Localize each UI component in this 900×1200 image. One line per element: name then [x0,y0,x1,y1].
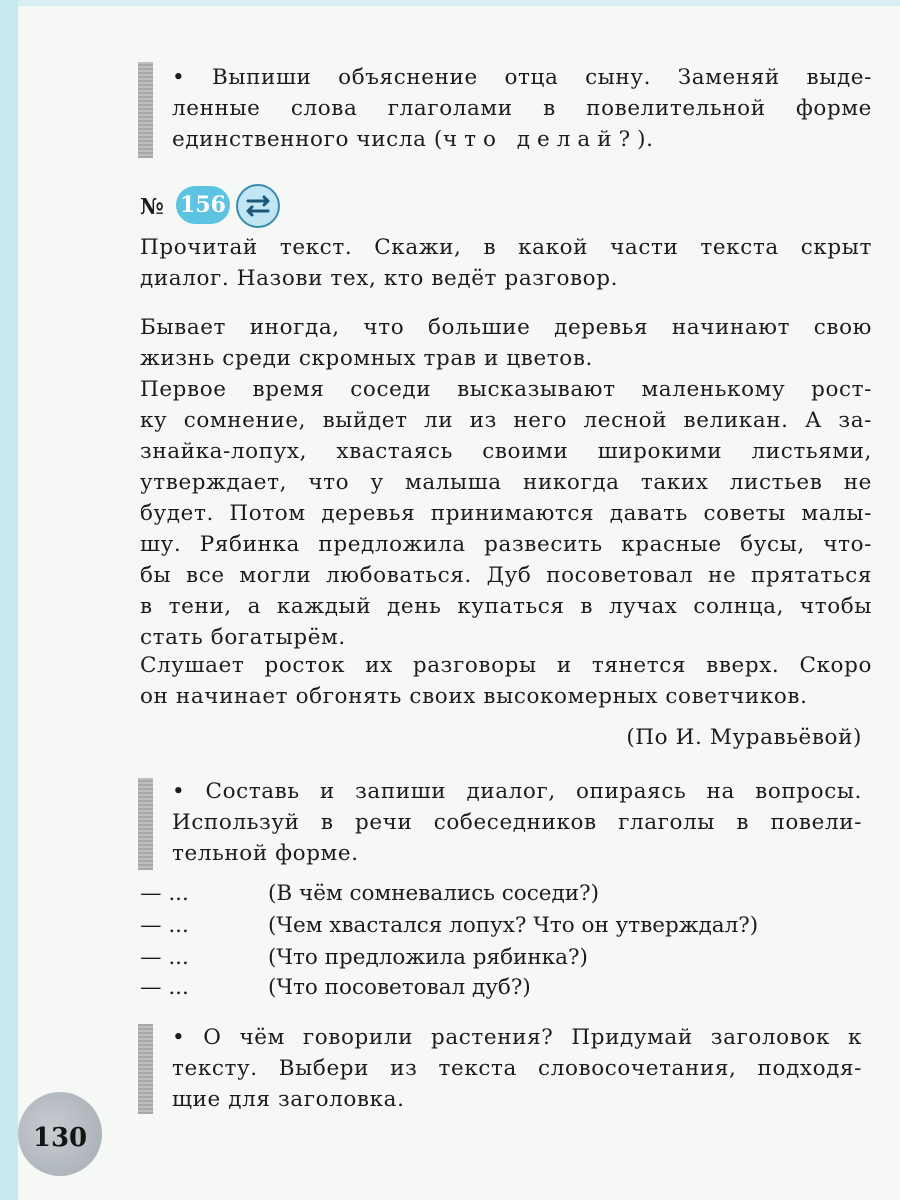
task-marker-bar [138,62,153,158]
text-line: будет. Потом деревья принимаются давать советы малы- [140,501,872,526]
text-line: • Выпиши объяснение отца сыну. Заменяй выде- [172,65,872,90]
text-line: Бывает иногда, что большие деревья начинают свою [140,315,872,340]
top-margin-strip [0,0,900,6]
story-paragraph-2 [140,374,872,653]
text-line: тексту. Выбери из текста словосочетания, подходя- [172,1056,862,1081]
exercise-header [140,186,340,230]
dialog-question: (Что предложила рябинка?) [268,945,588,970]
emphasized-question: что делай? [442,127,638,152]
dialog-arrows-icon [236,184,280,228]
text-line: Используй в речи собеседников глаголы в повели- [172,810,862,835]
story-source [140,722,862,753]
left-margin-strip [0,0,18,1200]
text-line: знайка-лопух, хвастаясь своими широкими листьями, [140,439,872,464]
task-intro [172,62,872,155]
exercise-number-badge: 156 [176,186,230,224]
text-line: Первое время соседи высказывают маленькому рост- [140,377,872,402]
task2-instruction [172,776,862,869]
dialog-question: (Чем хвастался лопух? Что он утверждал?) [268,913,759,938]
dialog-dash: — ... [140,881,189,906]
text-line: Слушает росток их разговоры и тянется вверх. Скоро [140,653,872,678]
text-line: утверждает, что у малыша никогда таких листьев не [140,470,872,495]
text-line: ку сомнение, выйдет ли из него лесной великан. А за- [140,408,872,433]
dialog-dash: — ... [140,945,189,970]
dialog-dash: — ... [140,975,189,1000]
text-line: шу. Рябинка предложила развесить красные бусы, что- [140,532,872,557]
instruction [140,232,872,294]
text-line: ленные слова глаголами в повелительной форме [172,96,872,121]
text-line: он начинает обгонять своих высокомерных советчиков. [140,684,808,709]
text-line: бы все могли любоваться. Дуб посоветовал не прятаться [140,563,872,588]
text-line: диалог. Назови тех, кто ведёт разговор. [140,266,619,291]
dialog-dash: — ... [140,913,189,938]
text-line: жизнь среди скромных трав и цветов. [140,346,593,371]
text-line: • О чём говорили растения? Придумай заголовок к [172,1025,862,1050]
task-marker-bar [138,778,153,870]
source-attribution: (По И. Муравьёвой) [626,725,862,750]
text-line: стать богатырём. [140,625,346,650]
text-line: тельной форме. [172,841,359,866]
dialog-question: (Что посоветовал дуб?) [268,975,531,1000]
number-sign: № [140,194,164,220]
task-marker-bar [138,1024,153,1114]
page-number: 130 [32,1123,88,1153]
dialog-question: (В чём сомневались соседи?) [268,881,600,906]
story-paragraph-1 [140,312,872,374]
text-line: единственного числа (что делай?). [172,127,654,152]
story-paragraph-3 [140,650,872,712]
text-line: • Составь и запиши диалог, опираясь на вопросы. [172,779,862,804]
text-line: в тени, а каждый день купаться в лучах солнца, чтобы [140,594,872,619]
task3-instruction [172,1022,862,1115]
text-line: Прочитай текст. Скажи, в какой части текста скрыт [140,235,872,260]
text-line: щие для заголовка. [172,1087,405,1112]
